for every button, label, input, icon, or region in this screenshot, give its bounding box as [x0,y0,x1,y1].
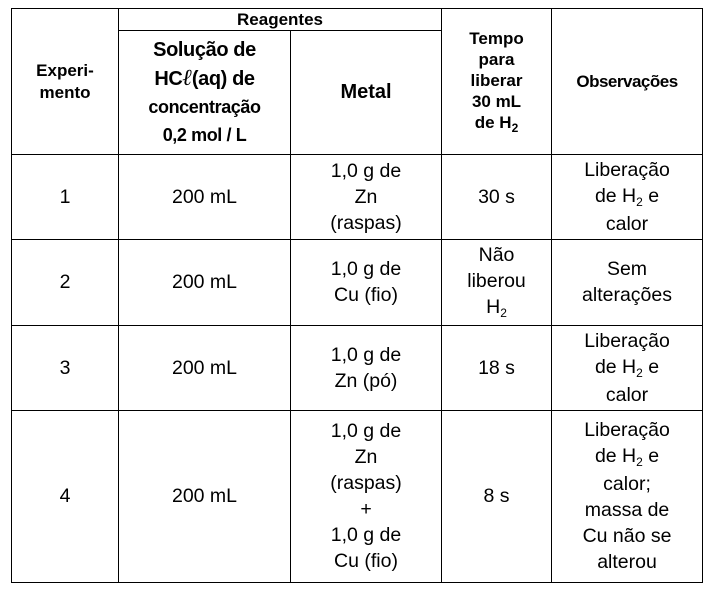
cell-metal [291,410,442,582]
cell-metal [291,155,442,240]
header-solucao-line2-pre: HC [154,68,183,91]
metal-line: + [360,498,372,521]
cell-tempo: 18 s [442,325,552,410]
header-tempo-line4: 30 mL [471,92,522,112]
metal-line: Zn [354,186,378,209]
cell-observacoes [552,240,703,325]
cell-solucao: 200 mL [119,410,291,582]
header-experimento [12,9,119,155]
header-solucao-script-l: ℓ [182,65,192,91]
experiment-table [11,8,703,583]
cell-experimento: 2 [12,240,119,325]
cell-solucao: 200 mL [119,325,291,410]
metal-line: Cu (fio) [334,550,398,573]
header-tempo-h2-sub: 2 [511,121,519,136]
obs-line: Liberação [584,419,670,442]
metal-line: Cu (fio) [334,284,398,307]
table-row [12,240,703,325]
header-observacoes: Observações [552,9,703,155]
header-solucao-line4: 0,2 mol / L [162,125,247,146]
header-solucao [119,31,291,155]
header-solucao-line2-post: (aq) de [191,68,255,91]
cell-solucao: 200 mL [119,155,291,240]
obs-h2-post: e [642,185,660,208]
header-tempo-line1: Tempo [469,29,524,49]
header-solucao-line1: Solução de [153,39,256,62]
obs-line: alterações [582,284,672,307]
obs-h2-post: e [642,445,660,468]
tempo-line: Não [478,244,515,267]
cell-solucao: 200 mL [119,240,291,325]
cell-observacoes [552,410,703,582]
tempo-h: H [486,296,501,319]
obs-h2-sub: 2 [636,455,643,470]
cell-experimento: 3 [12,325,119,410]
obs-line: Cu não se [582,525,672,548]
table-row [12,410,703,582]
obs-line: alterou [597,551,657,574]
obs-h2-pre: de H [594,355,637,378]
metal-line: 1,0 g de [330,524,402,547]
cell-observacoes [552,325,703,410]
metal-line: Zn (pó) [334,369,398,392]
cell-tempo [442,240,552,325]
cell-metal [291,325,442,410]
header-solucao-line3: concentração [148,97,261,118]
metal-line: 1,0 g de [330,343,402,366]
cell-experimento: 4 [12,410,119,582]
cell-tempo: 8 s [442,410,552,582]
obs-h2-post: e [642,355,660,378]
cell-tempo: 30 s [442,155,552,240]
header-tempo-line2: para [478,50,515,70]
tempo-line: liberou [467,270,526,293]
header-metal: Metal [291,31,442,155]
header-tempo-line5: de H [474,113,512,133]
cell-metal [291,240,442,325]
obs-line: Sem [606,258,648,281]
cell-observacoes [552,155,703,240]
metal-line: Zn [354,446,378,469]
header-reagentes: Reagentes [119,9,442,31]
header-tempo [442,9,552,155]
obs-line: Liberação [584,159,670,182]
metal-line: 1,0 g de [330,420,402,443]
obs-h2-pre: de H [594,185,637,208]
metal-line: 1,0 g de [330,258,402,281]
header-experimento-line2: mento [39,82,91,102]
obs-line: calor [605,213,649,236]
metal-line: (raspas) [330,212,402,235]
metal-line: (raspas) [330,472,402,495]
obs-h2-sub: 2 [636,195,643,210]
obs-line: calor; [603,473,651,496]
obs-line: Liberação [584,329,670,352]
obs-line: calor [605,383,649,406]
table-row [12,155,703,240]
metal-line: 1,0 g de [330,160,402,183]
obs-h2-pre: de H [594,445,637,468]
table-row [12,325,703,410]
cell-experimento: 1 [12,155,119,240]
obs-line: massa de [584,499,670,522]
header-experimento-line1: Experi- [36,60,94,80]
tempo-h2-sub: 2 [500,306,507,321]
obs-h2-sub: 2 [636,365,643,380]
header-tempo-line3: liberar [470,71,523,91]
